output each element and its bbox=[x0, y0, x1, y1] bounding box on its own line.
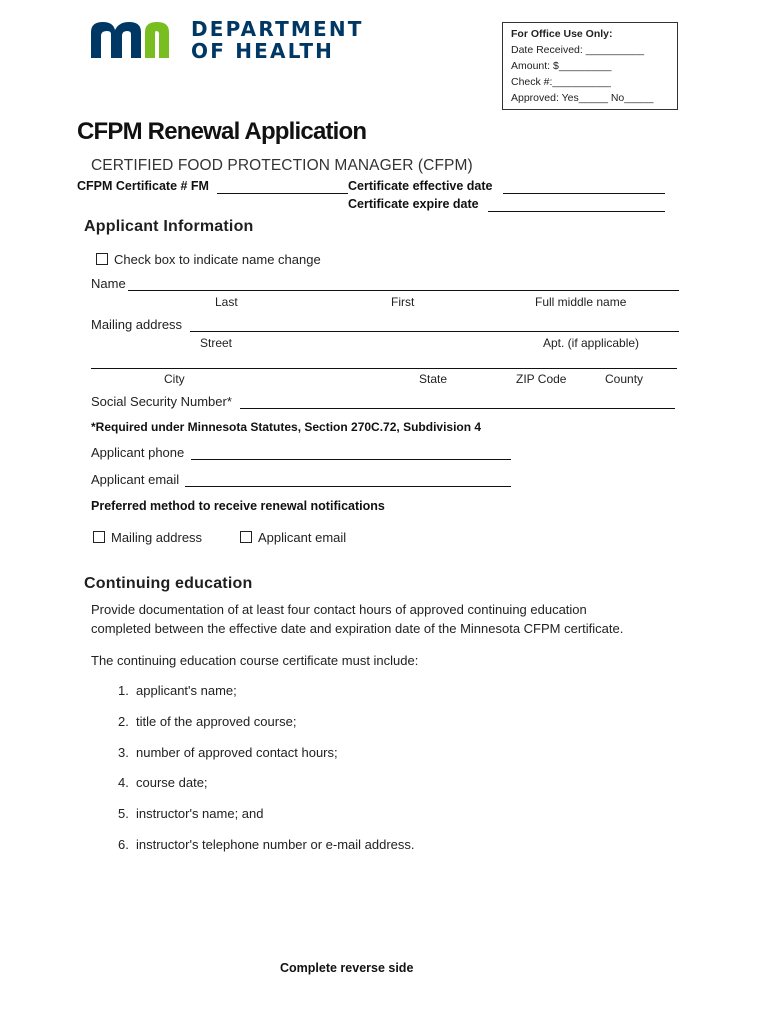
option-mailing-label: Mailing address bbox=[111, 530, 203, 545]
name-last-caption: Last bbox=[215, 295, 238, 309]
page-title: CFPM Renewal Application bbox=[77, 118, 367, 145]
street-caption: Street bbox=[200, 336, 233, 350]
name-change-label: Check box to indicate name change bbox=[114, 252, 321, 267]
list-item: 2. title of the approved course; bbox=[118, 714, 297, 729]
county-caption: County bbox=[605, 372, 644, 386]
name-line bbox=[128, 290, 679, 291]
ssn-line bbox=[240, 408, 675, 409]
email-line bbox=[185, 486, 511, 487]
list-item: 4. course date; bbox=[118, 775, 208, 790]
preferred-method-heading: Preferred method to receive renewal notifications bbox=[91, 499, 385, 513]
city-state-line bbox=[91, 368, 677, 369]
list-item: 6. instructor's telephone number or e-mail address. bbox=[118, 837, 415, 852]
logo-text-line1: DEPARTMENT bbox=[191, 17, 364, 41]
option-email-label: Applicant email bbox=[258, 530, 347, 545]
ssn-label: Social Security Number* bbox=[91, 394, 232, 409]
email-label: Applicant email bbox=[91, 472, 180, 487]
education-paragraph-line2: completed between the effective date and expiration date of the Minnesota CFPM certificate. bbox=[91, 621, 624, 636]
zip-caption: ZIP Code bbox=[516, 372, 567, 386]
continuing-education-heading: Continuing education bbox=[84, 575, 253, 592]
list-item: 3. number of approved contact hours; bbox=[118, 745, 338, 760]
office-approved: Approved: Yes_____ No_____ bbox=[511, 92, 654, 104]
certificate-effective-label: Certificate effective date bbox=[348, 179, 493, 193]
mailing-address-line bbox=[190, 331, 679, 332]
certificate-effective-line bbox=[503, 193, 665, 194]
logo-text-line2: OF HEALTH bbox=[191, 39, 335, 63]
applicant-info-heading: Applicant Information bbox=[84, 218, 254, 235]
office-check-number: Check #:__________ bbox=[511, 76, 611, 88]
name-change-option bbox=[96, 252, 321, 267]
office-date-received: Date Received: __________ bbox=[511, 44, 645, 56]
office-use-box bbox=[502, 22, 678, 110]
office-amount: Amount: $_________ bbox=[511, 60, 612, 72]
state-caption: State bbox=[419, 372, 448, 386]
certificate-expire-label: Certificate expire date bbox=[348, 197, 479, 211]
education-paragraph-line1: Provide documentation of at least four contact hours of approved continuing education bbox=[91, 602, 587, 617]
checkbox-icon bbox=[93, 531, 105, 543]
certificate-number-label: CFPM Certificate # FM bbox=[77, 179, 209, 193]
mailing-address-label: Mailing address bbox=[91, 317, 183, 332]
footer-note: Complete reverse side bbox=[280, 961, 414, 975]
required-note: *Required under Minnesota Statutes, Section 270C.72, Subdivision 4 bbox=[91, 420, 482, 434]
office-use-title: For Office Use Only: bbox=[511, 28, 613, 40]
city-caption: City bbox=[164, 372, 185, 386]
certificate-expire-line bbox=[488, 211, 665, 212]
name-middle-caption: Full middle name bbox=[535, 295, 627, 309]
education-intro: The continuing education course certificate must include: bbox=[91, 653, 419, 668]
name-label: Name bbox=[91, 276, 126, 291]
option-mailing-address bbox=[93, 530, 202, 545]
certificate-number-line bbox=[217, 193, 348, 194]
checkbox-icon bbox=[96, 253, 108, 265]
phone-label: Applicant phone bbox=[91, 445, 185, 460]
checkbox-icon bbox=[240, 531, 252, 543]
list-item: 5. instructor's name; and bbox=[118, 806, 264, 821]
name-first-caption: First bbox=[391, 295, 415, 309]
phone-line bbox=[191, 459, 511, 460]
apt-caption: Apt. (if applicable) bbox=[543, 336, 640, 350]
option-applicant-email bbox=[240, 530, 346, 545]
page-subtitle: CERTIFIED FOOD PROTECTION MANAGER (CFPM) bbox=[91, 157, 473, 174]
mn-logo-mark bbox=[89, 18, 183, 60]
list-item: 1. applicant's name; bbox=[118, 683, 237, 698]
